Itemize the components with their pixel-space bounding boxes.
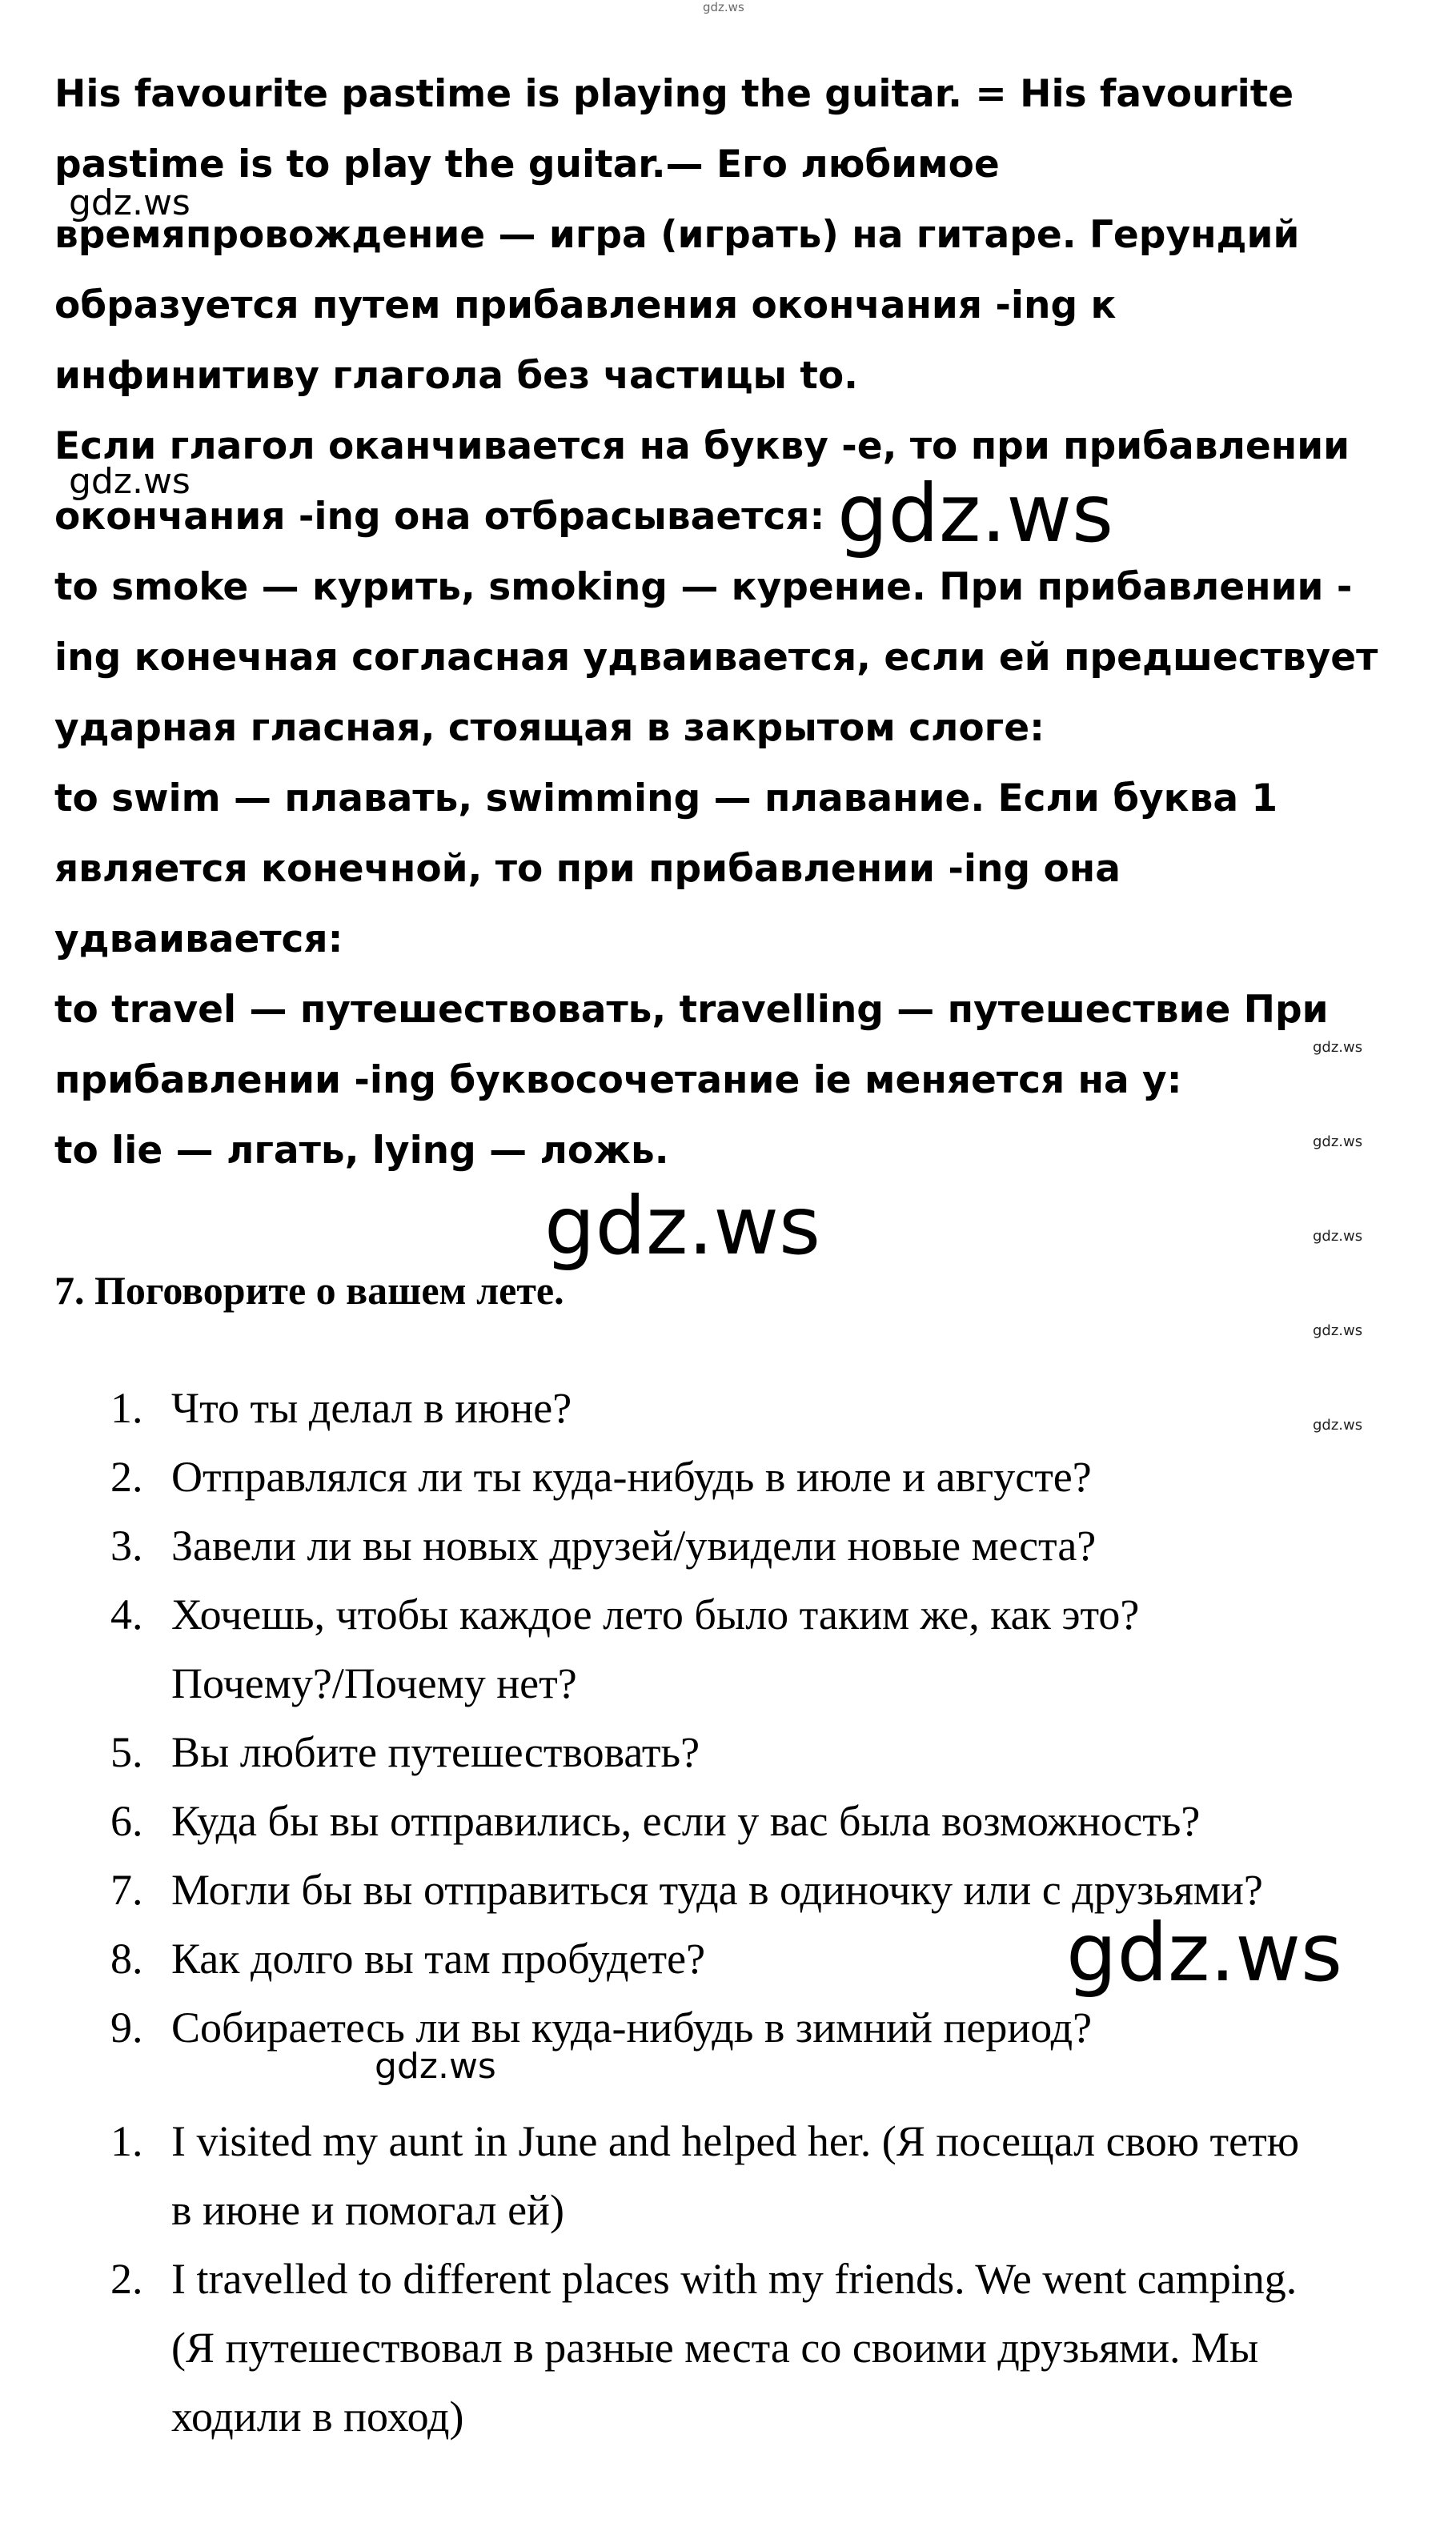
answer-text: I visited my aunt in June and helped her. (Я посещал свою тетю xyxy=(171,2117,1300,2165)
answer-text-continued: (Я путешествовал в разные места со своими друзьями. Мы xyxy=(171,2324,1259,2372)
answer-item xyxy=(0,2107,1456,2244)
question-number: 5. xyxy=(110,1728,143,1776)
question-item xyxy=(0,1718,1456,1787)
question-item xyxy=(0,1787,1456,1855)
rules-line: His favourite pastime is playing the guitar. = His favourite xyxy=(54,72,1294,116)
watermark-text: gdz.ws xyxy=(69,461,191,502)
watermark-text: gdz.ws xyxy=(837,467,1114,560)
question-number: 6. xyxy=(110,1797,143,1845)
rules-line: Если глагол оканчивается на букву -е, то при прибавлении xyxy=(54,424,1350,468)
answer-item xyxy=(0,2244,1456,2451)
rules-line: времяпровождение — игра (играть) на гитаре. Герундий xyxy=(54,213,1300,257)
gerund-rules-text xyxy=(54,59,1415,1186)
rules-line: pastime is to play the guitar.— Его любимое xyxy=(54,142,1000,187)
rules-line: ударная гласная, стоящая в закрытом слоге: xyxy=(54,706,1045,750)
watermark-text: gdz.ws xyxy=(69,183,191,223)
rules-line: удваивается: xyxy=(54,917,343,961)
question-text: Могли бы вы отправиться туда в одиночку или с друзьями? xyxy=(171,1866,1263,1914)
question-text: Хочешь, чтобы каждое лето было таким же, как это? xyxy=(171,1590,1140,1639)
question-text: Отправлялся ли ты куда-нибудь в июле и августе? xyxy=(171,1453,1092,1501)
watermark-text: gdz.ws xyxy=(1313,1133,1363,1150)
rules-line: to swim — плавать, swimming — плавание. Если буква 1 xyxy=(54,776,1278,820)
question-item xyxy=(0,1580,1456,1718)
answer-number: 1. xyxy=(110,2117,143,2165)
exercise-heading: 7. Поговорите о вашем лете. xyxy=(54,1268,564,1313)
answer-text: I travelled to different places with my friends. We went camping. xyxy=(171,2255,1298,2303)
question-item xyxy=(0,1993,1456,2062)
watermark-text: gdz.ws xyxy=(544,1179,821,1273)
watermark-text: gdz.ws xyxy=(1313,1039,1363,1056)
answers-list xyxy=(0,2107,1456,2451)
question-number: 8. xyxy=(110,1935,143,1983)
question-text: Завели ли вы новых друзей/увидели новые места? xyxy=(171,1522,1097,1570)
question-number: 4. xyxy=(110,1590,143,1639)
answer-number: 2. xyxy=(110,2255,143,2303)
watermark-text: gdz.ws xyxy=(1066,1906,1343,2000)
rules-line: прибавлении -ing буквосочетание ie меняется на у: xyxy=(54,1058,1182,1102)
question-item xyxy=(0,1442,1456,1511)
question-text: Как долго вы там пробудете? xyxy=(171,1935,706,1983)
rules-line: to smoke — курить, smoking — курение. При прибавлении - xyxy=(54,565,1353,609)
question-item xyxy=(0,1511,1456,1580)
question-text-continued: Почему?/Почему нет? xyxy=(171,1659,577,1707)
question-number: 1. xyxy=(110,1384,143,1432)
watermark-text: gdz.ws xyxy=(1313,1322,1363,1339)
watermark-text: gdz.ws xyxy=(375,2046,496,2087)
question-number: 9. xyxy=(110,2004,143,2052)
question-text: Собираетесь ли вы куда-нибудь в зимний период? xyxy=(171,2004,1093,2052)
watermark-text: gdz.ws xyxy=(1313,1228,1363,1245)
rules-line: образуется путем прибавления окончания -ing к xyxy=(54,283,1117,327)
rules-line: является конечной, то при прибавлении -ing она xyxy=(54,847,1121,891)
rules-line: to travel — путешествовать, travelling — путешествие При xyxy=(54,988,1329,1032)
watermark-text: gdz.ws xyxy=(1313,1417,1363,1434)
rules-line: ing конечная согласная удваивается, если ей предшествует xyxy=(54,636,1378,680)
question-number: 2. xyxy=(110,1453,143,1501)
question-item xyxy=(0,1374,1456,1442)
question-number: 7. xyxy=(110,1866,143,1914)
rules-line: to lie — лгать, lying — ложь. xyxy=(54,1129,669,1173)
answer-text-continued: в июне и помогал ей) xyxy=(171,2186,564,2234)
question-number: 3. xyxy=(110,1522,143,1570)
question-text: Куда бы вы отправились, если у вас была возможность? xyxy=(171,1797,1201,1845)
answer-text-continued: ходили в поход) xyxy=(171,2393,464,2441)
watermark-top: gdz.ws xyxy=(703,0,744,14)
rules-line: инфинитиву глагола без частицы to. xyxy=(54,354,859,398)
question-text: Вы любите путешествовать? xyxy=(171,1728,700,1776)
question-text: Что ты делал в июне? xyxy=(171,1384,572,1432)
rules-line: окончания -ing она отбрасывается: xyxy=(54,495,825,539)
